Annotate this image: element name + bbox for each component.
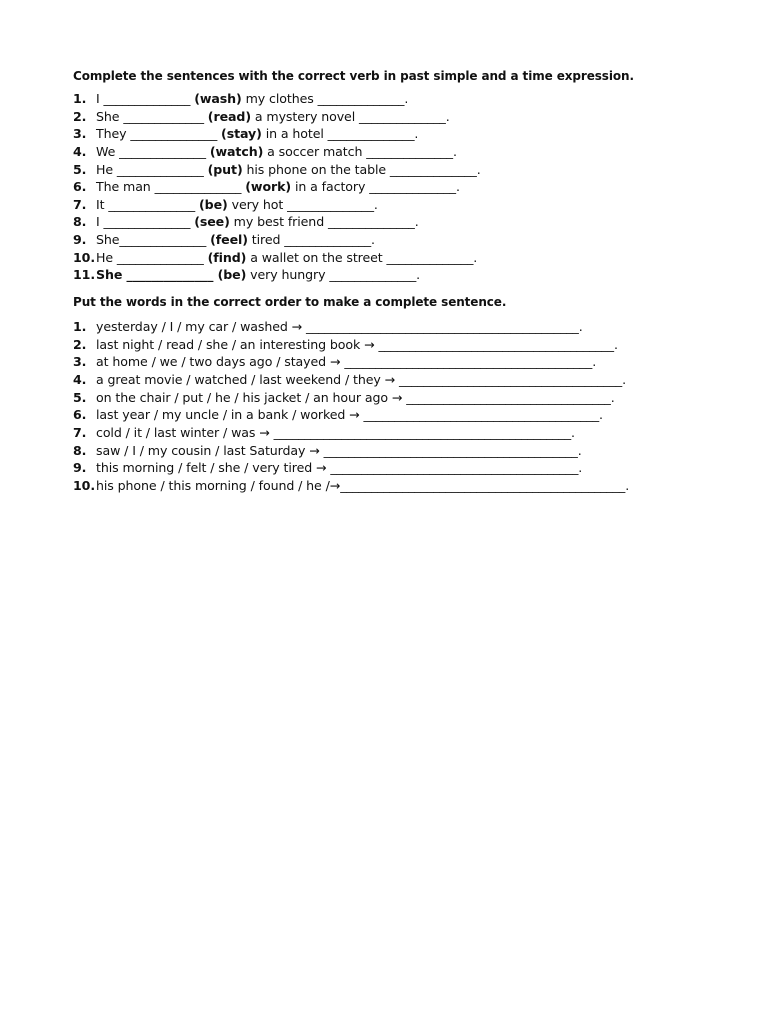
scrambled-sentence: at home / we / two days ago / stayed → ________________________________________. bbox=[96, 354, 597, 370]
scrambled-sentence: saw / I / my cousin / last Saturday → _________________________________________. bbox=[96, 442, 582, 458]
sentence-end: a mystery novel ______________. bbox=[250, 108, 450, 124]
list-item bbox=[73, 406, 713, 424]
sentence-start: I ______________ bbox=[96, 91, 195, 106]
list-item bbox=[73, 125, 713, 143]
scrambled-sentence: last night / read / she / an interesting book → ______________________________________. bbox=[96, 336, 618, 352]
verb-prompt: (be) bbox=[217, 267, 247, 283]
scrambled-sentence: a great movie / watched / last weekend / they → ____________________________________. bbox=[96, 371, 627, 387]
list-item bbox=[73, 213, 713, 231]
item-number: 1. bbox=[73, 91, 87, 106]
list-item bbox=[73, 161, 713, 179]
verb-prompt: (work) bbox=[245, 179, 292, 195]
item-number: 8. bbox=[73, 214, 87, 230]
item-number: 7. bbox=[73, 424, 87, 440]
item-number: 3. bbox=[73, 126, 87, 142]
verb-prompt: (be) bbox=[199, 196, 228, 212]
item-number: 4. bbox=[73, 371, 87, 387]
list-item bbox=[73, 477, 713, 495]
list-item bbox=[73, 90, 713, 108]
sentence-end: a soccer match ______________. bbox=[263, 143, 457, 159]
item-number: 10. bbox=[73, 477, 96, 493]
verb-prompt: (feel) bbox=[210, 232, 248, 248]
scrambled-sentence: yesterday / I / my car / washed → ____________________________________________. bbox=[96, 319, 583, 335]
item-number: 2. bbox=[73, 108, 87, 124]
list-item bbox=[73, 266, 713, 284]
verb-prompt: (see) bbox=[194, 214, 230, 230]
sentence-start: We ______________ bbox=[96, 143, 210, 159]
list-item bbox=[73, 178, 713, 196]
verb-prompt: (watch) bbox=[209, 143, 264, 159]
sentence-end: his phone on the table ______________. bbox=[242, 161, 481, 177]
list-item bbox=[73, 196, 713, 214]
list-item bbox=[73, 459, 713, 477]
sentence-end: very hot ______________. bbox=[227, 196, 378, 212]
sentence-start: She______________ bbox=[96, 232, 211, 248]
sentence-start: She _____________ bbox=[96, 108, 208, 124]
sentence-end: tired ______________. bbox=[247, 232, 375, 248]
verb-prompt: (read) bbox=[207, 108, 251, 124]
sentence-end: my best friend ______________. bbox=[229, 214, 419, 230]
item-number: 10. bbox=[73, 249, 96, 265]
item-number: 2. bbox=[73, 336, 87, 352]
sentence-end: very hungry ______________. bbox=[246, 267, 421, 283]
item-number: 6. bbox=[73, 179, 87, 195]
item-number: 9. bbox=[73, 232, 87, 248]
scrambled-sentence: on the chair / put / he / his jacket / an hour ago → _________________________________. bbox=[96, 389, 615, 405]
worksheet bbox=[73, 68, 713, 494]
scrambled-sentence: cold / it / last winter / was → ________________________________________________. bbox=[96, 424, 575, 440]
list-item bbox=[73, 318, 713, 336]
list-item bbox=[73, 249, 713, 267]
list-item bbox=[73, 143, 713, 161]
sentence-end: my clothes ______________. bbox=[241, 91, 409, 106]
sentence-start: I ______________ bbox=[96, 214, 195, 230]
item-number: 6. bbox=[73, 407, 87, 423]
scrambled-sentence: his phone / this morning / found / he /→______________________________________________. bbox=[96, 477, 630, 493]
sentence-start: He ______________ bbox=[96, 161, 208, 177]
list-item bbox=[73, 424, 713, 442]
list-item bbox=[73, 231, 713, 249]
item-number: 9. bbox=[73, 460, 87, 476]
scrambled-sentence: last year / my uncle / in a bank / worked → ______________________________________. bbox=[96, 407, 603, 423]
sentence-start: The man ______________ bbox=[96, 179, 246, 195]
scrambled-sentence: this morning / felt / she / very tired → ________________________________________. bbox=[96, 460, 583, 476]
sentence-start: He ______________ bbox=[96, 249, 208, 265]
list-item bbox=[73, 371, 713, 389]
section1-heading: Complete the sentences with the correct verb in past simple and a time expression. bbox=[73, 69, 634, 83]
section2-heading: Put the words in the correct order to make a complete sentence. bbox=[73, 295, 507, 310]
list-item bbox=[73, 336, 713, 354]
sentence-start: She ______________ bbox=[96, 267, 218, 283]
item-number: 5. bbox=[73, 389, 87, 405]
verb-prompt: (find) bbox=[207, 249, 247, 265]
verb-prompt: (wash) bbox=[194, 91, 242, 106]
item-number: 4. bbox=[73, 143, 87, 159]
sentence-end: a wallet on the street ______________. bbox=[246, 249, 478, 265]
section1-list bbox=[73, 90, 713, 284]
sentence-start: They ______________ bbox=[96, 126, 222, 142]
list-item bbox=[73, 108, 713, 126]
verb-prompt: (stay) bbox=[221, 126, 262, 142]
item-number: 8. bbox=[73, 442, 87, 458]
item-number: 11. bbox=[73, 267, 96, 283]
list-item bbox=[73, 442, 713, 460]
item-number: 5. bbox=[73, 161, 87, 177]
list-item bbox=[73, 353, 713, 371]
item-number: 7. bbox=[73, 196, 87, 212]
sentence-end: in a hotel ______________. bbox=[261, 126, 419, 142]
item-number: 1. bbox=[73, 319, 87, 335]
sentence-start: It ______________ bbox=[96, 196, 200, 212]
section2-list bbox=[73, 318, 713, 494]
list-item bbox=[73, 389, 713, 407]
sentence-end: in a factory ______________. bbox=[291, 179, 460, 195]
item-number: 3. bbox=[73, 354, 87, 370]
verb-prompt: (put) bbox=[207, 161, 243, 177]
